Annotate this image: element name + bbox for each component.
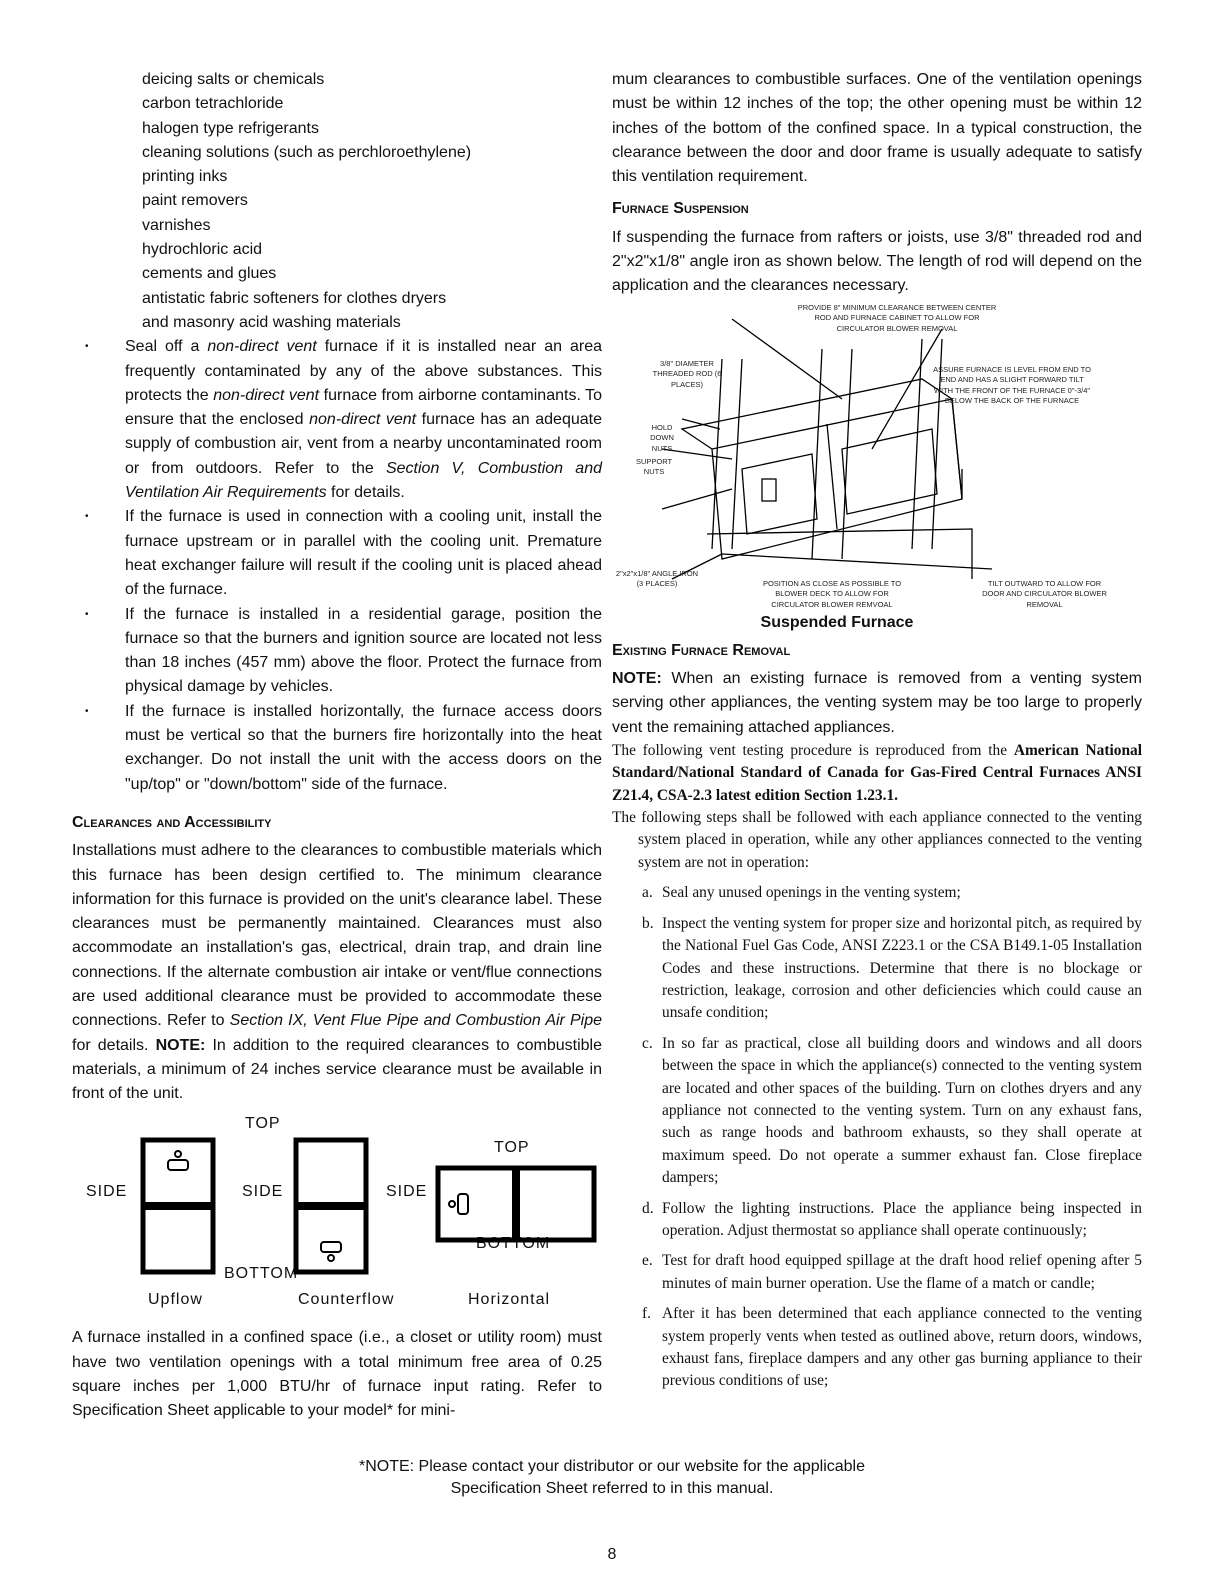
note-paragraph: NOTE: When an existing furnace is removed from a venting system serving other appliances, the venting system may be too large to properly vent the remaining attached appliances. — [612, 669, 1142, 736]
list-item: cleaning solutions (such as perchloroethylene) — [142, 143, 472, 161]
footer-line: Specification Sheet referred to in this manual. — [450, 1480, 774, 1497]
suspended-furnace-figure — [612, 299, 1142, 629]
suspended-furnace-drawing — [612, 299, 1142, 609]
bullet-seal-off: • Seal off a non-direct vent furnace if it is installed near an area frequently contaminated by any of the above substances. This protects the non-direct vent furnace from airborne contaminants. To ensure that the enclosed non-direct vent furnace has an adequate supply of combustion air, vent from a nearby uncontaminated room or from outdoors. Refer to the Section V, Combustion and Ventilation Air Requirements for details. — [72, 335, 602, 505]
furnace-orientation-icons — [72, 1112, 602, 1312]
caption-counterflow: Counterflow — [298, 1291, 395, 1309]
list-item: hydrochloric acid — [142, 241, 263, 259]
step-text: Seal any unused openings in the venting system; — [662, 884, 961, 902]
list-item: halogen type refrigerants — [142, 119, 319, 137]
procedure-step — [612, 1033, 1142, 1190]
figure-caption: Suspended Furnace — [760, 613, 914, 631]
left-column — [72, 68, 602, 1424]
step-text: Inspect the venting system for proper size and horizontal pitch, as required by the National Fuel Gas Code, ANSI Z223.1 or the CSA B149.1-05 Installation Codes and these instructions. Determine that there is no blockage or restriction, leakage, corrosion and other deficiencies which could cause an unsafe condition; — [662, 914, 1142, 1022]
footer-line: *NOTE: Please contact your distributor or our website for the applicable — [358, 1458, 866, 1475]
label-bottom-horizontal: BOTTOM — [476, 1235, 551, 1253]
vent-test-procedure — [612, 740, 1142, 1393]
list-item: varnishes — [142, 216, 211, 234]
label-hold-down-nuts: HOLD DOWN NUTS — [650, 422, 674, 453]
procedure-steps — [612, 882, 1142, 1393]
list-item: cements and glues — [142, 265, 277, 283]
confined-space-paragraph: A furnace installed in a confined space (i.e., a closet or utility room) must have two ventilation openings with a total minimum free area of 0.25 square inches per 1,000 BTU/hr of furnace input rating. Refer to Specification Sheet applicable to your model* for mini- — [72, 1329, 602, 1420]
step-letter: a. — [642, 884, 653, 902]
label-top-horizontal: TOP — [494, 1139, 530, 1157]
suspension-paragraph: If suspending the furnace from rafters or joists, use 3/8" threaded rod and 2"x2"x1/8" angle iron as shown below. The length of rod will depend on the application and the clearances necessary. — [612, 228, 1142, 295]
procedure-step — [612, 1250, 1142, 1295]
label-side: SIDE — [242, 1183, 284, 1201]
bullet-horizontal: • If the furnace is installed horizontally, the furnace access doors must be vertical so that the burners fire horizontally into the heat exchanger. Do not install the unit with the access doors on the "up/top" or "down/bottom" side of the furnace. — [72, 700, 602, 797]
procedure-steps-intro: The following steps shall be followed with each appliance connected to the venting system placed in operation, while any other appliances connected to the venting system are not in operation: — [612, 809, 1142, 871]
label-angle-iron: 2"x2"x1/8" ANGLE IRON (3 PLACES) — [615, 568, 699, 589]
procedure-step — [612, 1303, 1142, 1393]
label-side: SIDE — [86, 1183, 128, 1201]
label-tilt-outward: TILT OUTWARD TO ALLOW FOR DOOR AND CIRCULATOR BLOWER REMOVAL — [982, 578, 1107, 609]
step-letter: f. — [642, 1305, 651, 1323]
orientation-diagram — [72, 1112, 602, 1312]
label-threaded-rod: 3/8" DIAMETER THREADED ROD (6 PLACES) — [652, 358, 722, 389]
list-item: and masonry acid washing materials — [142, 313, 401, 331]
procedure-step — [612, 1198, 1142, 1243]
list-item: deicing salts or chemicals — [142, 71, 325, 88]
label-side: SIDE — [386, 1183, 428, 1201]
step-text: Follow the lighting instructions. Place the appliance being inspected in operation. Adjust thermostat so appliance shall operate continuously; — [662, 1199, 1142, 1239]
step-text: After it has been determined that each appliance connected to the venting system properly vents when tested as outlined above, return doors, windows, exhaust fans, fireplace dampers and any other gas burning appliance to their previous conditions of use; — [662, 1305, 1142, 1390]
label-support-nuts: SUPPORT NUTS — [635, 456, 673, 477]
step-text: In so far as practical, close all building doors and windows and all doors between the space in which the appliance(s) connected to the venting system are located and other spaces of the building. Turn on clothes dryers and any appliance not connected to the venting system. Turn on any exhaust fans, such as range hoods and bathroom exhausts, so they shall operate at maximum speed. Do not operate a summer exhaust fan. Close fireplace dampers; — [662, 1034, 1142, 1187]
label-top: TOP — [245, 1115, 281, 1133]
list-item: carbon tetrachloride — [142, 95, 284, 113]
list-item: antistatic fabric softeners for clothes dryers — [142, 289, 447, 307]
list-item: printing inks — [142, 168, 228, 186]
list-item: paint removers — [142, 192, 248, 210]
label-bottom: BOTTOM — [224, 1265, 299, 1283]
caption-horizontal: Horizontal — [468, 1291, 551, 1309]
procedure-intro: The following vent testing procedure is reproduced from the American National Standard/National Standard of Canada for Gas-Fired Central Furnaces ANSI Z21.4, CSA-2.3 latest edition Section 1.23.1. — [612, 741, 1142, 804]
right-column — [612, 68, 1142, 1393]
step-letter: e. — [642, 1252, 653, 1270]
procedure-step — [612, 913, 1142, 1025]
footer-note — [0, 1456, 1224, 1500]
page-number: 8 — [607, 1546, 617, 1563]
clearances-paragraph: Installations must adhere to the clearances to combustible materials which this furnace has been design certified to. The minimum clearance information for this furnace is provided on the unit's clearance label. These clearances must be permanently maintained. Clearances must also accommodate an installation's gas, electrical, drain trap, and drain line connections. If the alternate combustion air intake or vent/flue connections are used additional clearance must be provided to accommodate these connections. Refer to Section IX, Vent Flue Pipe and Combustion Air Pipe for details. NOTE: In addition to the required clearances to combustible materials, a minimum of 24 inches service clearance must be available in front of the unit. — [72, 842, 603, 1103]
substance-list — [72, 68, 602, 335]
heading-suspension: Furnace Suspension — [612, 200, 749, 218]
heading-clearances: Clearances and Accessibility — [72, 813, 272, 831]
step-letter: c. — [642, 1034, 653, 1052]
ventilation-paragraph: mum clearances to combustible surfaces. One of the ventilation openings must be within 12 inches of the top; the other opening must be within 12 inches of the bottom of the confined space. In a typical construction, the clearance between the door and door frame is usually adequate to satisfy this ventilation requirement. — [612, 71, 1142, 186]
heading-existing-removal: Existing Furnace Removal — [612, 641, 791, 659]
caption-upflow: Upflow — [148, 1291, 203, 1309]
procedure-step — [612, 882, 1142, 904]
label-assure-level: ASSURE FURNACE IS LEVEL FROM END TO END AND HAS A SLIGHT FORWARD TILT WITH THE FRONT OF THE FURNACE 0"-3/4" BELOW THE BACK OF THE FURNACE — [933, 364, 1091, 406]
step-letter: d. — [642, 1199, 654, 1217]
bullet-garage: • If the furnace is installed in a residential garage, position the furnace so that the burners and ignition source are located not less than 18 inches (457 mm) above the floor. Protect the furnace from physical damage by vehicles. — [72, 603, 602, 700]
label-position: POSITION AS CLOSE AS POSSIBLE TO BLOWER DECK TO ALLOW FOR CIRCULATOR BLOWER REMVOAL — [762, 578, 902, 609]
label-clearance: PROVIDE 8" MINIMUM CLEARANCE BETWEEN CENTER ROD AND FURNACE CABINET TO ALLOW FOR CIRCULATOR BLOWER REMOVAL — [797, 302, 997, 333]
step-letter: b. — [642, 914, 654, 932]
step-text: Test for draft hood equipped spillage at the draft hood relief opening after 5 minutes of main burner operation. Use the flame of a match or candle; — [662, 1252, 1142, 1292]
bullet-cooling: • If the furnace is used in connection with a cooling unit, install the furnace upstream or in parallel with the cooling unit. Premature heat exchanger failure will result if the cooling unit is placed ahead of the furnace. — [72, 505, 602, 602]
